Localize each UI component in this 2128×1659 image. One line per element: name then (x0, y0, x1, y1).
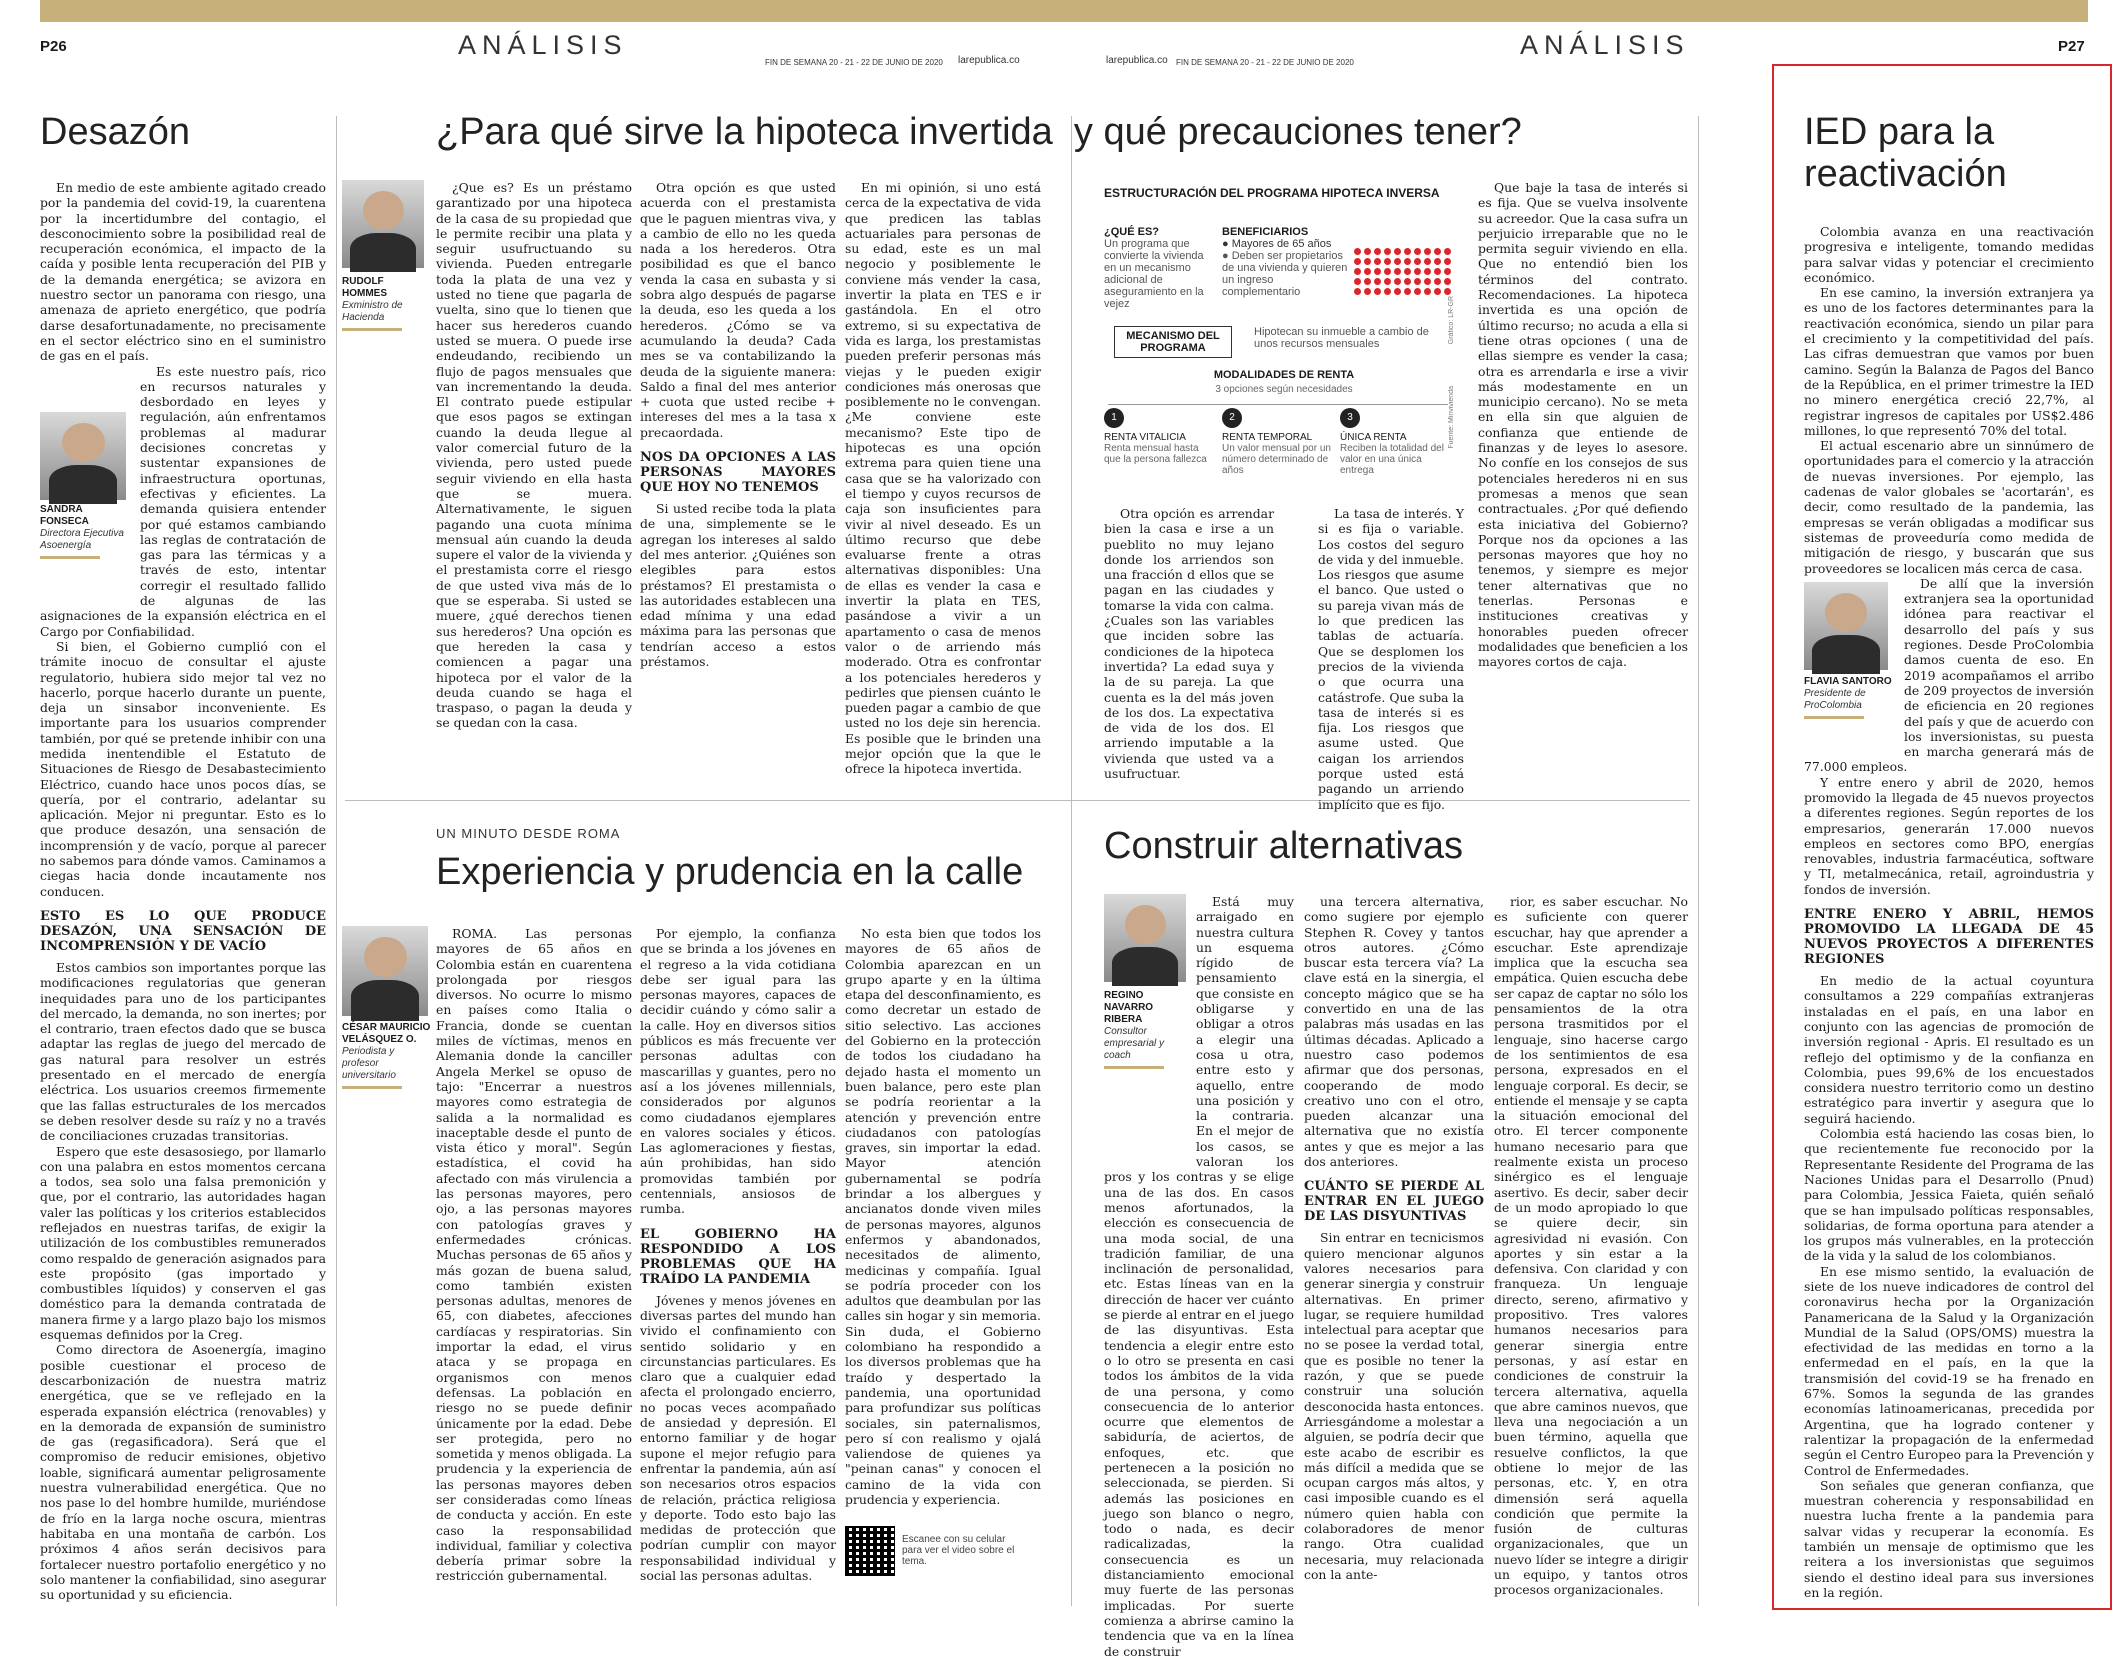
experiencia-col-2: Por ejemplo, la confianza que se brinda a los jóvenes en el regreso a la vida cotidiana debe ser igual para las personas mayores, capaces de decidir cuándo y cómo salir a la calle. Hoy en diversos sitios públicos es más frecuente ver personas adultas con mascarillas y guantes, pero no así a los jóvenes millennials, considerados por algunos como ciudadanos ejemplares en valores sociales y éticos. Las aglomeraciones y fiestas, aún prohibidas, han sido promovidas también por centennials, ansiosos de rumba. EL GOBIERNO HA RESPONDIDO A LOS PROBLEMAS QUE HA TRAÍDO LA PANDEMIA Jóvenes y menos jóvenes en diversas partes del mundo han vivido el confinamiento con sentido solidario y en circunstancias particulares. Es claro que a cualquier edad afecta el prolongado encierro, no pocas veces acompañado de ansiedad y depresión. El entorno familiar y de hogar supone el mejor refugio para enfrentar la pandemia, aún así son necesarios otros espacios de relación, práctica religiosa y deporte. Todo esto bajo las medidas de protección que podrían cumplir con mayor responsabilidad individual y social las personas adultas. (640, 926, 836, 1583)
hipoteca-col-4: Otra opción es arrendar bien la casa e irse a un pueblito no muy lejano donde los arriendos son una fracción d ellos que se pagan en las ciudades y tomarse la vida con calma. ¿Cuales son las variables que inciden sobre las condiciones de la hipoteca invertida? La edad suya y la de su pareja. La que cuenta es la del más joven de los dos. La expectativa de vida de los dos. El arriendo imputable a la vivienda que usted va a usufructuar. (1104, 506, 1274, 782)
modalidades-sub: 3 opciones según necesidades (1215, 384, 1353, 395)
modalidad-2: 2 RENTA TEMPORAL Un valor mensual por un número determinado de años (1222, 408, 1332, 476)
construir-col-3: rior, es saber escuchar. No es suficiente con querer escuchar, hay que aprender a escuchar. Este aprendizaje implica que la escucha sea empática. Quien escucha debe ser capaz de captar no sólo los pensamientos de la otra persona trasmitidos por el lenguaje, sino hacerse cargo de los sentimientos de esa persona, expresados en el lenguaje corporal. Es decir, se entiende el mensaje y se capta la situación emocional del otro. El tercer componente humano necesario para que realmente exista un proceso sinérgico es el lenguaje asertivo. Es decir, saber decir de un modo apropiado lo que se quiere decir, sin agresividad ni evasión. Con aportes y sin estar a la defensiva. Con claridad y con franqueza. Un lenguaje directo, sereno, afirmativo y propositivo. Tres valores humanos necesarios para generar sinergia entre personas, y así estar en condiciones de construir la tercera alternativa, aquella que abre caminos nuevos, que lleva una negociación a un buen término, aquella que resuelve conflictos, la que obtiene lo mejor de las personas, etc. Y, en otra dimensión será aquella condición que permite la fusión de culturas organizacionales, que un nuevo líder se integre a dirigir un equipo, y tantos otros procesos organizacionales. (1494, 894, 1688, 1598)
experiencia-col-3: No esta bien que todos los mayores de 65 años de Colombia aparezcan en un grupo aparte y en la última etapa del desconfinamiento, es como decretar un estado de sitio selectivo. Las acciones del Gobierno en la protección de todos los ciudadano ha dejado hasta el momento un buen balance, pero este plan se podría reorientar a la atención y prevención entre ciudadanos con patologías graves, sin importar la edad. Mayor atención gubernamental se podría brindar a los albergues y ancianatos donde viven miles de personas mayores, algunos enfermos y abandonados, necesitados de alimento, medicinas y compañía. Igual se podría proceder con los adultos que deambulan por las calles sin hogar y sin memoria. Sin duda, el Gobierno colombiano ha respondido a los diversos problemas que ha traído y despertado la pandemia, una oportunidad para profundizar sus políticas sociales, sin paternalismos, pero sí con realismo y ojalá valiendose de quienes ya "peinan canas" y conocen el camino de la vida con prudencia y experiencia. (845, 926, 1041, 1507)
byline-santoro: FLAVIA SANTORO Presidente de ProColombia (1804, 676, 1894, 719)
desazon-body: En medio de este ambiente agitado creado por la pandemia del covid-19, la cuarentena por la incertidumbre del contagio, el desconocimiento sobre la posibilidad real de recuperación económica, el impacto de la caída y posible lenta recuperación del PIB y de la demanda energética; se avizora en nuestro sector un panorama con riesgo, una amenaza de aprieto energético, que podría darse desafortunadamente, no precisamente en el sector eléctrico sino en el suministro de gas en el país. Es este nuestro país, rico en recursos naturales y desbordado en leyes y regulación, aún enfrentamos problemas al madurar decisiones concretas y sustentar expansiones de infraestructura oportunas, efectivas y eficientes. La demanda quisiera entender por qué estamos cambiando las reglas de contratación de gas para las térmicas y a través de esto, intentar corregir el resultado fallido de algunas de las asignaciones de la expansión eléctrica en el Cargo por Confiabilidad. Si bien, el Gobierno cumplió con el trámite inocuo de consultar el ajuste regulatorio, hubiera sido mejor tal vez no hacerlo, porque hacerlo durante un puente, deja un sinsabor inconveniente. Es importante para los usuarios comprender también, por qué se pretende inhibir con una medida inentendible el Estatuto de Situaciones de Riesgo de Desabastecimiento Eléctrico, cuando hace unos pocos días, se quería, por el contrario, adelantar su aplicación. Mejor ni preguntar. Esto es lo que produce desazón, una sensación de incomprensión y de vacío, porque al parecer no sabemos para dónde vamos. Caminamos a ciegas hacia donde incautamente nos conducen. ESTO ES LO QUE PRODUCE DESAZÓN, UNA SENSACIÓN DE INCOMPRENSIÓN Y DE VACÍO Estos cambios son importantes porque las modificaciones regulatorias que generan inequidades para uno de los participantes del mercado, la demanda, no son inertes; por el contrario, traen efectos dado que se busca adaptar las reglas de juego del mercado de gas natural para resolver un estrés presentado en el mercado de energía eléctrica. Los usuarios creemos firmemente que las fallas estructurales de los mercados se deben resolver desde su raíz y no a través de conciliaciones cruzadas transitorias. Espero que este desasosiego, por llamarlo con una palabra en estos momentos cercana a todos, sea solo una falsa premonición y que, por el contrario, las autoridades hagan valer las políticas y los criterios establecidos reflejados en nuestras tarifas, de exigir la utilización de los combustibles remunerados como respaldo de generación asignados para este propósito (gas importado y combustibles líquidos) y conserven el gas doméstico para la demanda contratada de manera firme y a largo plazo bajo los mismos esquemas definidos por la Creg. Como directora de Asoenergía, imagino posible cuestionar el proceso de descarbonización de nuestra matriz energética, que se ve reflejado en la esperada expansión eléctrica (renovables) y en la demorada de expansión de suministro de gas (regasificadora). Será que el compromiso de reducir emisiones, objetivo loable, significará aumentar peligrosamente nuestra vulnerabilidad energética. Que no nos pase lo del hombre humilde, muriéndose de frío en la larga noche oscura, mientras habitaba en una montaña de carbón. Los próximos 4 años serán decisivos para fortalecer nuestro portafolio energético y no solo mantener la confiabilidad, sino asegurar su oportunidad y su eficiencia. (40, 180, 326, 1603)
construir-title: Construir alternativas (1104, 825, 1464, 867)
hipoteca-col-2: Otra opción es que usted acuerda con el prestamista que le paguen mientras viva, y a cambio de ello no les queda nada a los herederos. Otra posibilidad es que el banco venda la casa en subasta y si sobra algo después de pagarse la deuda, eso les queda a los herederos. ¿Cómo se va acumulando la deuda? Cada mes se va contabilizando la deuda de la siguiente manera: Saldo a final del mes anterior + cuota que usted recibe + intereses del mes a la tasa x precaordada. NOS DA OPCIONES A LAS PERSONAS MAYORES QUE HOY NO TENEMOS Si usted recibe toda la plata de una, simplemente se le agregan los intereses al saldo del mes anterior. ¿Quiénes son elegibles para estos préstamos? El prestamista o las autoridades establecen una edad mínima y una edad máxima para las personas que tendrían acceso a estos préstamos. (640, 180, 836, 670)
hipoteca-col-6: Que baje la tasa de interés si es fija. Que se vuelva insolvente su acreedor. Que la casa sufra un perjuicio irreparable que no le permita seguir viviendo en ella. Que no entendió bien los términos del contrato. Recomendaciones. La hipoteca invertida es una opción de último recurso; no acuda a ella si tiene otras opciones ( una de ellas siempre es vender la casa; otra es arrendarla e irse a vivir más modestamente en un municipio cercano). No se meta en ella sin que alguien de confianza que entiende de finanzas y de leyes lo asesore. No confíe en los consejos de sus potenciales herederos ni en sus promesas a menos que sean contractuales. ¿Por qué defiendo esta iniciativa del Gobierno? Porque nos da opciones a las personas mayores que hoy no tenemos, y siempre es mejor tener alternativas que no tenerlas. Personas e instituciones creativas y honorables pueden ofrecer modalidades que beneficien a los mayores cortos de caja. (1478, 180, 1688, 670)
beneficiarios-block: BENEFICIARIOS ● Mayores de 65 años ● Deben ser propietarios de una vivienda y quieren un ingreso complementario (1222, 226, 1348, 298)
ied-title: IED para la reactivación (1804, 111, 2007, 195)
byline-velasquez: CÉSAR MAURICIO VELÁSQUEZ O. Periodista y profesor universitario (342, 1022, 432, 1089)
infographic-credit: Gráfico: LR-GR (1448, 296, 1455, 345)
hipoteca-col-5: La tasa de interés. Y si es fija o variable. Los costos del seguro de vida y del inmueble. Los riesgos que asume el banco. Que usted o su pareja vivan más de lo que predicen las tablas de actuaría. Que se desplomen los precios de la vivienda o que ocurra una catástrofe. Que suba la tasa de interés si es fija. Los riesgos que asume usted. Que caigan los arriendos porque usted está pagando un arriendo implícito que es fijo. (1318, 506, 1464, 812)
experiencia-subhead: EL GOBIERNO HA RESPONDIDO A LOS PROBLEMAS QUE HA TRAÍDO LA PANDEMIA (640, 1226, 836, 1287)
byline-navarro: REGINO NAVARRO RIBERA Consultor empresarial y coach (1104, 990, 1190, 1069)
hipoteca-col-3: En mi opinión, si uno está cerca de la expectativa de vida que predicen las tablas actuariales para personas de su edad, este es un mal negocio y posiblemente le conviene más vender la casa, invertir la plata en TES e ir gastándola. En el otro extremo, si su expectativa de vida es larga, los prestamistas pueden preferir personas más viejas y le pueden exigir condiciones más onerosas que posiblemente no le convengan. ¿Me conviene este mecanismo? Este tipo de hipotecas es una opción extrema para quien tiene una casa que se ha valorizado con el tiempo y cuyos recursos de caja son insuficientes para vivir al nivel deseado. Es un último recurso que debe evaluarse frente a otras alternativas disponibles: Una de ellas es vender la casa e invertir la plata en TES, pasándose a vivir a un apartamento o casa de menos valor o de arriendo más moderado. Otra es confrontar a los potenciales herederos y pedirles que piensen cuánto le pueden pagar a cambio de que usted no los deje sin herencia. Es posible que le brinden una mejor opción que la que le ofrece la hipoteca invertida. (845, 180, 1041, 777)
modalidades-label: MODALIDADES DE RENTA (1213, 369, 1355, 381)
experiencia-title: Experiencia y prudencia en la calle (436, 851, 1024, 893)
mecanismo-text: Hipotecan su inmueble a cambio de unos recursos mensuales (1254, 326, 1429, 350)
header-section-right: ANÁLISIS (1520, 30, 1690, 60)
divider (336, 116, 337, 1606)
modalidad-3: 3 ÚNICA RENTA Reciben la totalidad del valor en una única entrega (1340, 408, 1450, 476)
divider (1698, 116, 1699, 1606)
infographic-title: ESTRUCTURACIÓN DEL PROGRAMA HIPOTECA INVERSA (1104, 186, 1440, 200)
header-section-left: ANÁLISIS (458, 30, 628, 60)
infographic-hipoteca-inversa (1104, 186, 1458, 496)
author-photo-velasquez (342, 926, 428, 1016)
header-site-left: larepublica.co (958, 55, 1020, 66)
header-page-right: P27 (2058, 38, 2085, 55)
beneficiaries-dot-grid (1354, 248, 1451, 295)
modalidad-1: 1 RENTA VITALICIA Renta mensual hasta que la persona fallezca (1104, 408, 1214, 465)
top-gold-bar (40, 0, 2088, 22)
hipoteca-col-1: ¿Que es? Es un préstamo garantizado por una hipoteca de la casa de su propiedad que le permite recibir una plata y seguir usufructuando su vivienda. Pueden entregarle toda la plata de una vez y usted no tiene que pagarla de vuelta, sino que lo tienen que hacer sus herederos cuando usted se muera. O puede irse endeudando, recibiendo un flujo de pagos mensuales que van incrementando la deuda. El contrato puede estipular que esos pagos se extingan cuando la deuda llegue al valor comercial futuro de la vivienda, pero usted puede seguir viviendo en ella hasta que se muera. Alternativamente, le siguen pagando una cuota mínima mensual aún cuando la deuda supere el valor de la vivienda y el prestamista corre el riesgo de que usted viva más de lo que se esperaba. Si usted se muere, ¿qué derechos tienen sus herederos? Una opción es que hereden la casa y comiencen a pagar una hipoteca por el valor de la deuda cuando se haga el traspaso, o pagan la deuda y se quedan con la casa. (436, 180, 632, 731)
mecanismo-label: MECANISMO DEL PROGRAMA (1114, 326, 1232, 358)
byline-hommes: RUDOLF HOMMES Exministro de Hacienda (342, 276, 428, 331)
ied-subhead: ENTRE ENERO Y ABRIL, HEMOS PROMOVIDO LA LLEGADA DE 45 NUEVOS PROYECTOS A DIFERENTES REGIONES (1804, 907, 2094, 968)
divider (345, 800, 1690, 801)
construir-col-1: Está muy arraigado en nuestra cultura un esquema rígido de pensamiento que consiste en obligarse y obligar a otros a elegir una cosa u otra, entre esto y aquello, entre una posición y la contraria. En el mejor de los casos, se valoran los pros y los contras y se elige una de las dos. En casos menos afortunados, la elección es consecuencia de una moda social, de una tradición familiar, de una inclinación de personalidad, etc. Estas líneas van en la dirección de hacer ver cuánto se pierde al entrar en el juego de las disyuntivas. Esta tendencia a elegir entre esto o lo otro se presenta en casi todos los ámbitos de la vida de una persona, y como consecuencia de lo anterior ocurre que elementos de sabiduría, de aciertos, de enfoques, etc. que pertenecen a la posición no seleccionada, se pierden. Si además las posiciones en juego son blanco o negro, todo o nada, es decir radicalizadas, la consecuencia es un distanciamiento emocional muy fuerte de las personas implicadas. Por suerte comienza a abrirse camino la tendencia que va en la línea de construir (1104, 894, 1294, 1659)
experiencia-col-1: ROMA. Las personas mayores de 65 años en Colombia están en cuarentena prolongada por riesgos diversos. No ocurre lo mismo en países como Italia o Francia, donde se cuentan miles de víctimas, menos en Alemania donde la canciller Angela Merkel se opuso de tajo: "Encerrar a nuestros mayores como estrategia de salida a la normalidad es inaceptable desde el punto de vista ético y moral". Según estadística, el covid ha afectado con más virulencia a las personas mayores, pero ojo, a las personas mayores con patologías graves y enfermedades crónicas. Muchas personas de 65 años y más gozan de buena salud, como también existen personas adultas, menores de 65, con diabetes, afecciones cardíacas y respiratorias. Sin importar la edad, el virus ataca y se propaga en organismos con menos defensas. La población en riesgo no se puede definir únicamente por la edad. Debe ser protegida, pero no sometida y menos obligada. La prudencia y la experiencia de las personas mayores deben ser consideradas como líneas de conducta y acción. En este caso la responsabilidad individual, familiar y colectiva debería primar sobre la restricción gubernamental. (436, 926, 632, 1584)
qr-caption: Escanee con su celular para ver el video sobre el tema. (902, 1534, 1015, 1567)
divider (1071, 116, 1072, 1606)
header-site-right: larepublica.co (1106, 55, 1168, 66)
header-page-left: P26 (40, 38, 67, 55)
hipoteca-subhead: NOS DA OPCIONES A LAS PERSONAS MAYORES QUE HOY NO TENEMOS (640, 450, 836, 496)
construir-subhead: CUÁNTO SE PIERDE AL ENTRAR EN EL JUEGO DE LAS DISYUNTIVAS (1304, 1179, 1484, 1225)
experiencia-kicker: UN MINUTO DESDE ROMA (436, 826, 621, 841)
header-date-right: FIN DE SEMANA 20 - 21 - 22 DE JUNIO DE 2020 (1176, 58, 1354, 67)
author-photo-hommes (342, 180, 424, 268)
infographic-source: Fuente: Minvivienda (1448, 386, 1455, 449)
header-date-left: FIN DE SEMANA 20 - 21 - 22 DE JUNIO DE 2020 (765, 58, 943, 67)
construir-col-2: una tercera alternativa, como sugiere por ejemplo Stephen R. Covey y tantos otros autores. ¿Cómo buscar esta tercera vía? La clave está en la sinergia, el concepto mágico que se ha convertido en una de las palabras más usadas en las últimas décadas. Aplicado a nuestro caso podemos afirmar que dos personas, cooperando de modo creativo uno con el otro, pueden alcanzar una alternativa que no existía antes y que es mejor a las dos anteriores. CUÁNTO SE PIERDE AL ENTRAR EN EL JUEGO DE LAS DISYUNTIVAS Sin entrar en tecnicismos quiero mencionar algunos valores necesarios para generar sinergia y construir alternativas. En primer lugar, se requiere humildad intelectual para aceptar que no se posee la verdad total, que es posible no tener la razón, y que se puede construir una solución desconocida hasta entonces. Arriesgándome a molestar a alguien, se podría decir que este acabo de escribir es más difícil a medida que se ocupan cargos más altos, y casi imposible cuando es el número quien habla con colaboradores de menor rango. Otra cualidad necesaria, muy relacionada con la ante- (1304, 894, 1484, 1582)
byline-fonseca: SANDRA FONSECA Directora Ejecutiva Asoenergía (40, 504, 130, 559)
que-es-block: ¿QUÉ ES? Un programa que convierte la vivienda en un mecanismo adicional de aseguramiento en la vejez (1104, 226, 1204, 310)
hipoteca-title: ¿Para qué sirve la hipoteca invertida y qué precauciones tener? (436, 111, 1522, 153)
ied-body: Colombia avanza en una reactivación progresiva e inteligente, tomando medidas para salvar vidas y potenciar el crecimiento económico. En ese camino, la inversión extranjera ya es uno de los factores determinantes para la reactivación económica, siendo un pilar para el crecimiento y la competitividad del país. Las cifras demuestran que vamos por buen camino. Según la Balanza de Pagos del Banco de la República, en el primer trimestre la IED no minero energética creció 22,7%, al registrar ingresos de capitales por US$2.486 millones, lo que representó 70% del total. El actual escenario abre un sinnúmero de oportunidades para el comercio y la atracción de nuevas inversiones. Por ejemplo, las cadenas de valor globales se 'acortarán', es decir, como resultado de la pandemia, las empresas se verán obligadas a modificar sus sistemas de proveeduría como medida de mitigación de riesgo, y buscarán que sus proveedores se localicen más cerca de casa. De allí que la inversión extranjera sea la oportunidad idónea para reactivar el desarrollo del país y sus regiones. Desde ProColombia damos cuenta de eso. En 2019 acompañamos el arribo de 209 proyectos de inversión de eficiencia en 20 regiones del país y que de acuerdo con los inversionistas, su puesta en marcha generará más de 77.000 empleos. Y entre enero y abril de 2020, hemos promovido la llegada de 45 nuevos proyectos a diferentes regiones. Según reportes de los empresarios, generarán 17.000 nuevos empleos en sectores como BPO, energías renovables, industria farmacéutica, software y TI, metalmecánica, retail, agroindustria y fondos de inversión. ENTRE ENERO Y ABRIL, HEMOS PROMOVIDO LA LLEGADA DE 45 NUEVOS PROYECTOS A DIFERENTES REGIONES En medio de la actual coyuntura consultamos a 229 compañías extranjeras instaladas en el país, en una labor en conjunto con las agencias de promoción de inversión regional - Apris. El resultado es un reflejo del optimismo y de la confianza en Colombia, pues 99,6% de los encuestados considera nuestro territorio como un destino estratégico para invertir y asegura que lo seguirá haciendo. Colombia está haciendo las cosas bien, lo que recientemente fue reconocido por la Representante Residente del Programa de las Naciones Unidas para el Desarrollo (Pnud) para Colombia, Jessica Faieta, quién señaló que se han impulsado políticas responsables, solidarias, de forma oportuna para atender a los grupos más vulnerables, en la protección de la vida y la salud de los colombianos. En ese mismo sentido, la evaluación de siete de los nueve indicadores de control del coronavirus hecha por la Organización Panamericana de la Salud y la Organización Mundial de la Salud (OPS/OMS) muestra la efectividad de las medidas en torno a la enfermedad en el país, en la que la transmisión del covid-19 se ha frenado en 67%. Somos la segunda de las grandes economías latinoamericanas, precedida por Argentina, que ha logrado contener y ralentizar la propagación de la enfermedad según el Centro Europeo para la Prevención y Control de Enfermedades. Son señales que generan confianza, que muestran coherencia y responsabilidad en nuestra lucha frente a la pandemia para salvar vidas y recuperar la economía. Es también un mensaje de optimismo que les reitera a los inversionistas que seguimos siendo el destino ideal para sus inversiones en la región. (1804, 224, 2094, 1600)
desazon-title: Desazón (40, 111, 190, 153)
qr-code[interactable] (845, 1526, 895, 1576)
desazon-subhead: ESTO ES LO QUE PRODUCE DESAZÓN, UNA SENSACIÓN DE INCOMPRENSIÓN Y DE VACÍO (40, 908, 326, 954)
